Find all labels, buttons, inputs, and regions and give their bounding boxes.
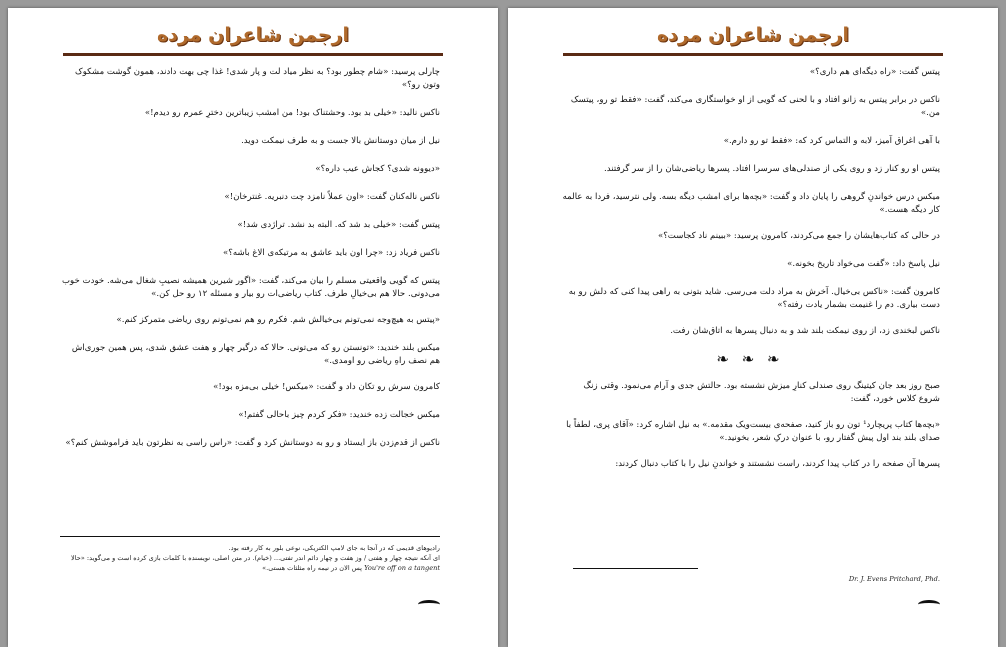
paragraph: کامرون سرش رو تکان داد و گفت: «میکس! خیلی بی‌مزه بود!»	[213, 382, 440, 392]
footnote: Dr. J. Evens Pritchard, Phd.	[848, 575, 940, 583]
paragraph: ناکس ناله‌کنان گفت: «اون عملاً نامزد چت دنبریه. غنترخان!»	[224, 192, 440, 202]
paragraph: صبح روز بعد جان کیتینگ روی صندلی کنارِ میزش نشسته بود. حالتش جدی و آرام می‌نمود. وقتی زنگ شروع کلاس خورد، گفت:	[583, 381, 940, 404]
paragraph: پسرها آن صفحه را در کتاب پیدا کردند، راست نشستند و خواندنِ نیل را با کتاب دنبال کردند:	[615, 459, 940, 469]
right-page	[508, 8, 998, 647]
paragraph: «پیتس به هیچ‌وجه نمی‌تونم بی‌خیالش شم. فکرم رو هم نمی‌تونم روی ریاضی متمرکز کنم.»	[116, 315, 440, 325]
footnote: ای آنکه نتیجه چهار و هفتی / وز هفت و چهار دائم اندر تفتی... (خیام). در متن اصلی، نویسنده با کلمات بازی کرده است و می‌گوید: «حالا	[70, 554, 440, 562]
left-page	[8, 8, 498, 647]
footnote: رادیوهای قدیمی که در آنجا به جای لامپ الکتریکی، نوعی بلور به کار رفته بود.	[228, 544, 440, 552]
header-rule	[563, 53, 943, 56]
paragraph: چارلی پرسید: «شام چطور بود؟ به نظر میاد لت و پار شدی! غذا چی بهت دادند، همون گوشت مشکوک وتون رو؟»	[75, 67, 440, 90]
paragraph: پیتس گفت: «خیلی بد شد که. البته بد نشد. تراژدی شد!»	[237, 220, 440, 230]
footnotes	[60, 543, 440, 573]
section-ornament: ❧ ❧ ❧	[716, 350, 784, 368]
paragraph: ناکس فریاد زد: «چرا اون باید عاشق به مرتیکه‌ی الاغ باشه؟»	[223, 248, 440, 258]
paragraph: پیتس که گویی واقعیتی مسلم را بیان می‌کند، گفت: «اگور شیرین همیشه نصیبِ شغال می‌شه. خودت خوب می‌دونی. حالا هم بی‌خیالِ طرف. کتاب ریاضی‌ات رو بیار و مسئله ۱۲ رو حل کن.»	[61, 276, 440, 299]
paragraph: پیتس گفت: «راه دیگه‌ای هم داری؟»	[809, 67, 940, 77]
paragraph: «بچه‌ها کتاب پریچارد¹ تون رو باز کنید، صفحه‌ی بیست‌ویک مقدمه.» به نیل اشاره کرد: «آقای پری، لطفاً با صدای بلند بند اول پیش گفتار رو، با عنوان درکِ شعر، بخونید.»	[566, 420, 940, 443]
paragraph: ناکس از قدم‌زدن باز ایستاد و رو به دوستانش کرد و گفت: «راس راسی به نظرتون باید فراموشش کنم؟»	[65, 438, 440, 448]
footnote-rule	[60, 536, 440, 537]
paragraph: با آهی اغراق آمیز، لابه و التماس کرد که: «فقط تو رو دارم.»	[723, 136, 940, 146]
paragraph: میکس درس خواندنِ گروهی را پایان داد و گفت: «بچه‌ها برای امشب دیگه بسه. ولی نترسید، فردا به عالمه کار دیگه هست.»	[562, 192, 940, 215]
paragraph: میکس خجالت زده خندید: «فکر کردم چیز باحالی گفتم!»	[238, 410, 440, 420]
page-corner-mark	[918, 600, 940, 609]
paragraph: میکس بلند خندید: «تونستن رو که می‌تونی. حالا که درگیر چهار و هفت عشق شدی، پس همین جوری‌اش هم نصف راهِ ریاضی رو اومدی.»	[71, 343, 440, 366]
paragraph: «دیوونه شدی؟ کجاش عیب داره؟»	[315, 164, 440, 174]
footnote-continuation: پس الان در نیمه راه مثلثات هستی.»	[262, 564, 362, 572]
footnote	[60, 563, 440, 573]
footnotes	[560, 574, 940, 584]
footnote-english: You're off on a tangent	[364, 564, 440, 572]
paragraph: نیل پاسخ داد: «گفت می‌خواد تاریخ بخونه.»	[787, 259, 940, 269]
page-corner-mark	[418, 600, 440, 609]
footnote-rule	[573, 568, 698, 569]
left-page-body	[60, 66, 440, 465]
paragraph: در حالی که کتاب‌هایشان را جمع می‌کردند، کامرون پرسید: «ببینم ناد کجاست؟»	[657, 231, 940, 241]
paragraph: ناکس در برابر پیتس به زانو افتاد و با لحنی که گویی از او خواستگاری می‌کند، گفت: «فقط تو رو، پیتسک من.»	[570, 95, 940, 118]
right-page-body	[560, 66, 940, 486]
page-header-title: ارجمن شاعران مرده	[156, 24, 350, 46]
paragraph: ناکس لبخندی زد، از روی نیمکت بلند شد و به دنبال پسرها به اتاق‌شان رفت.	[670, 326, 940, 336]
paragraph: کامرون گفت: «ناکس بی‌خیال. آخرش به مراد دلت می‌رسی. شاید بتونی به راهی پیدا کنی که دلش رو به دست بیاری. دم را غنیمت بشمار یادت رفته؟»	[568, 287, 940, 310]
paragraph: ناکس نالید: «خیلی بد بود. وحشتناک بود! من امشب زیباترین دخترِ عمرم رو دیدم!»	[144, 108, 440, 118]
paragraph: پیتس او رو کنار زد و روی یکی از صندلی‌های سرسرا افتاد. پسرها ریاضی‌شان را از سر گرفتند.	[604, 164, 940, 174]
header-rule	[63, 53, 443, 56]
page-header-title: ارجمن شاعران مرده	[656, 24, 850, 46]
paragraph: نیل از میان دوستانش بالا جست و به طرف نیمکت دوید.	[241, 136, 440, 146]
